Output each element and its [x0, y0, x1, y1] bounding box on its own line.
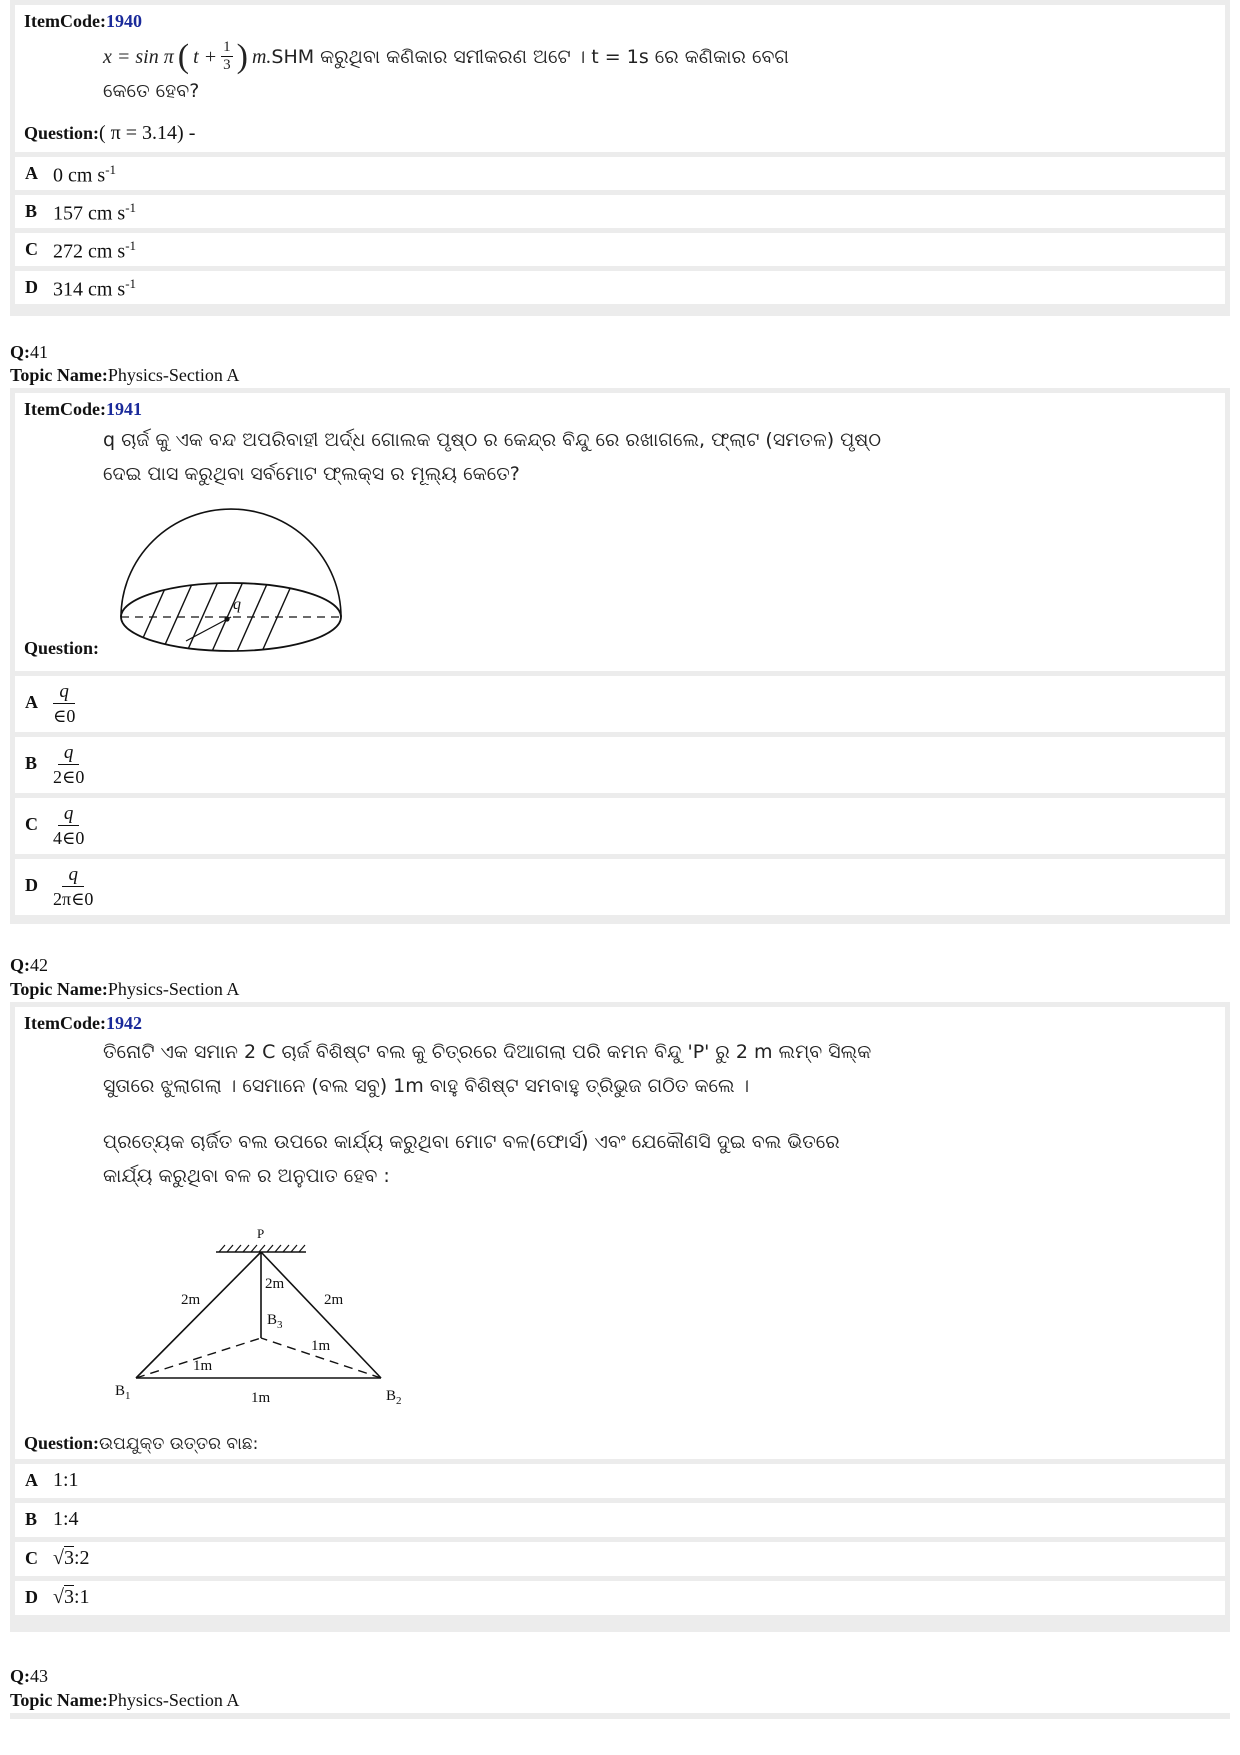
label-b2: $B_2$: [386, 1388, 402, 1407]
label-l-left: 2m: [181, 1292, 201, 1308]
charge-label: q: [233, 596, 241, 613]
item-code: ItemCode:1940: [24, 11, 142, 31]
label-s-base: 1m: [251, 1390, 271, 1406]
question-cell: [15, 393, 1225, 671]
option-d[interactable]: D $\frac{q}{2\pi\in 0}$: [15, 859, 1225, 915]
option-b[interactable]: B 157 cm $s^{-1}$: [15, 195, 1225, 228]
stem-line-1-text: SHM କରୁଥିବା କଣିକାର ସମୀକରଣ ଅଟେ । t = 1s ରେ କଣିକାର ବେଗ: [271, 45, 790, 68]
label-b3: $B_3$: [267, 1312, 283, 1331]
question-label: Question:( π = 3.14) -: [24, 122, 196, 144]
topic-name: Topic Name:Physics-Section A: [10, 365, 240, 385]
option-d[interactable]: D √3:1: [15, 1581, 1225, 1615]
topic-name: Topic Name:Physics-Section A: [10, 1690, 240, 1710]
stem-line-4: କାର୍ଯ୍ୟ କରୁଥିବା ବଳ ର ଅନୁପାତ ହେବ :: [103, 1165, 390, 1187]
stem-line-2: କେତେ ହେବ?: [103, 80, 200, 102]
question-stem: [103, 423, 881, 491]
question-label: Question:: [24, 638, 100, 658]
option-a[interactable]: A 1:1: [15, 1464, 1225, 1498]
question-cell: [15, 5, 1225, 152]
question-number: Q:43: [10, 1666, 48, 1686]
sqrt-sign: √: [53, 1586, 64, 1608]
label-s-left: 1m: [193, 1358, 213, 1374]
option-a[interactable]: A 0 cm $s^{-1}$: [15, 157, 1225, 190]
label-p: P: [257, 1226, 265, 1241]
label-l-right: 2m: [324, 1292, 344, 1308]
stem-line-1: [103, 39, 789, 74]
label-b1: $B_1$: [115, 1383, 131, 1402]
question-stem: [103, 39, 789, 108]
pi-note: ( π = 3.14) -: [99, 122, 196, 144]
option-c[interactable]: C √3:2: [15, 1542, 1225, 1576]
stem-line-2: ଦେଇ ପାସ କରୁଥିବା ସର୍ବମୋଟ ଫ୍ଲକ୍ସ ର ମୂଲ୍ୟ କେତେ?: [103, 463, 520, 485]
item-code-number: 1940: [105, 11, 142, 31]
fraction: $\frac{q}{2\in 0}$: [53, 742, 85, 787]
question-text: ଉପଯୁକ୍ତ ଉତ୍ତର ବାଛ:: [99, 1434, 259, 1454]
question-card-1942: [10, 1002, 1230, 1632]
option-c[interactable]: C 272 cm $s^{-1}$: [15, 233, 1225, 266]
hemisphere-diagram: [111, 505, 351, 665]
pendulum-triangle-diagram: [111, 1220, 411, 1425]
label-l-mid: 2m: [265, 1276, 285, 1292]
option-a[interactable]: A $\frac{q}{\in 0}$: [15, 676, 1225, 732]
stem-line-1: ତିନୋଟି ଏକ ସମାନ 2 C ଚାର୍ଜ ବିଶିଷ୍ଟ ବଲ କୁ ଚିତ୍ରରେ ଦିଆଗଲା ପରି କମନ ବିନ୍ଦୁ 'P' ରୁ 2 m ଲମ୍ବ ସିଲ୍କ: [103, 1041, 872, 1063]
question-card-1940: [10, 0, 1230, 316]
item-code-number: 1942: [105, 1013, 142, 1033]
question-label: Question:ଉପଯୁକ୍ତ ଉତ୍ତର ବାଛ:: [24, 1433, 259, 1454]
question-number: Q:42: [10, 955, 48, 975]
stem-line-2: ସୁତାରେ ଝୁଲାଗଲା । ସେମାନେ (ବଲ ସବୁ) 1m ବାହୁ ବିଶିଷ୍ଟ ସମବାହୁ ତ୍ରିଭୁଜ ଗଠିତ କଲେ ।: [103, 1075, 750, 1097]
question-stem: [103, 1035, 871, 1193]
topic-name: Topic Name:Physics-Section A: [10, 979, 240, 999]
option-b[interactable]: B $\frac{q}{2\in 0}$: [15, 737, 1225, 793]
stem-line-3: ପ୍ରତ୍ୟେକ ଚାର୍ଜିତ ବଲ ଉପରେ କାର୍ଯ୍ୟ କରୁଥିବା ମୋଟ ବଳ(ଫୋର୍ସ) ଏବଂ ଯେକୌଣସି ଦୁଇ ବଲ ଭିତରେ: [103, 1131, 840, 1153]
option-c[interactable]: C $\frac{q}{4\in 0}$: [15, 798, 1225, 854]
item-code: ItemCode:1941: [24, 399, 142, 419]
stem-line-1: q ଚାର୍ଜ କୁ ଏକ ବନ୍ଦ ଅପରିବାହୀ ଅର୍ଦ୍ଧ ଗୋଲକ ପୃଷ୍ଠ ର କେନ୍ଦ୍ର ବିନ୍ଦୁ ରେ ରଖାଗଲେ, ଫ୍ଲାଟ (ସମତଳ) ପୃଷ୍ଠ: [103, 429, 882, 451]
fraction: $\frac{q}{\in 0}$: [53, 681, 76, 726]
next-card-edge: [10, 1713, 1230, 1719]
question-number: Q:41: [10, 342, 48, 362]
question-card-1941: [10, 388, 1230, 924]
label-s-right: 1m: [311, 1338, 331, 1354]
fraction: $\frac{q}{4\in 0}$: [53, 803, 85, 848]
shm-equation: x = sin π ( t + $\frac{1}{3}$ ) m.: [103, 37, 272, 75]
sqrt-sign: √: [53, 1547, 64, 1569]
option-d[interactable]: D 314 cm $s^{-1}$: [15, 271, 1225, 304]
option-b[interactable]: B 1:4: [15, 1503, 1225, 1537]
fraction: $\frac{q}{2\pi\in 0}$: [53, 864, 94, 909]
item-code: ItemCode:1942: [24, 1013, 142, 1033]
question-cell: [15, 1007, 1225, 1459]
item-code-number: 1941: [105, 399, 142, 419]
